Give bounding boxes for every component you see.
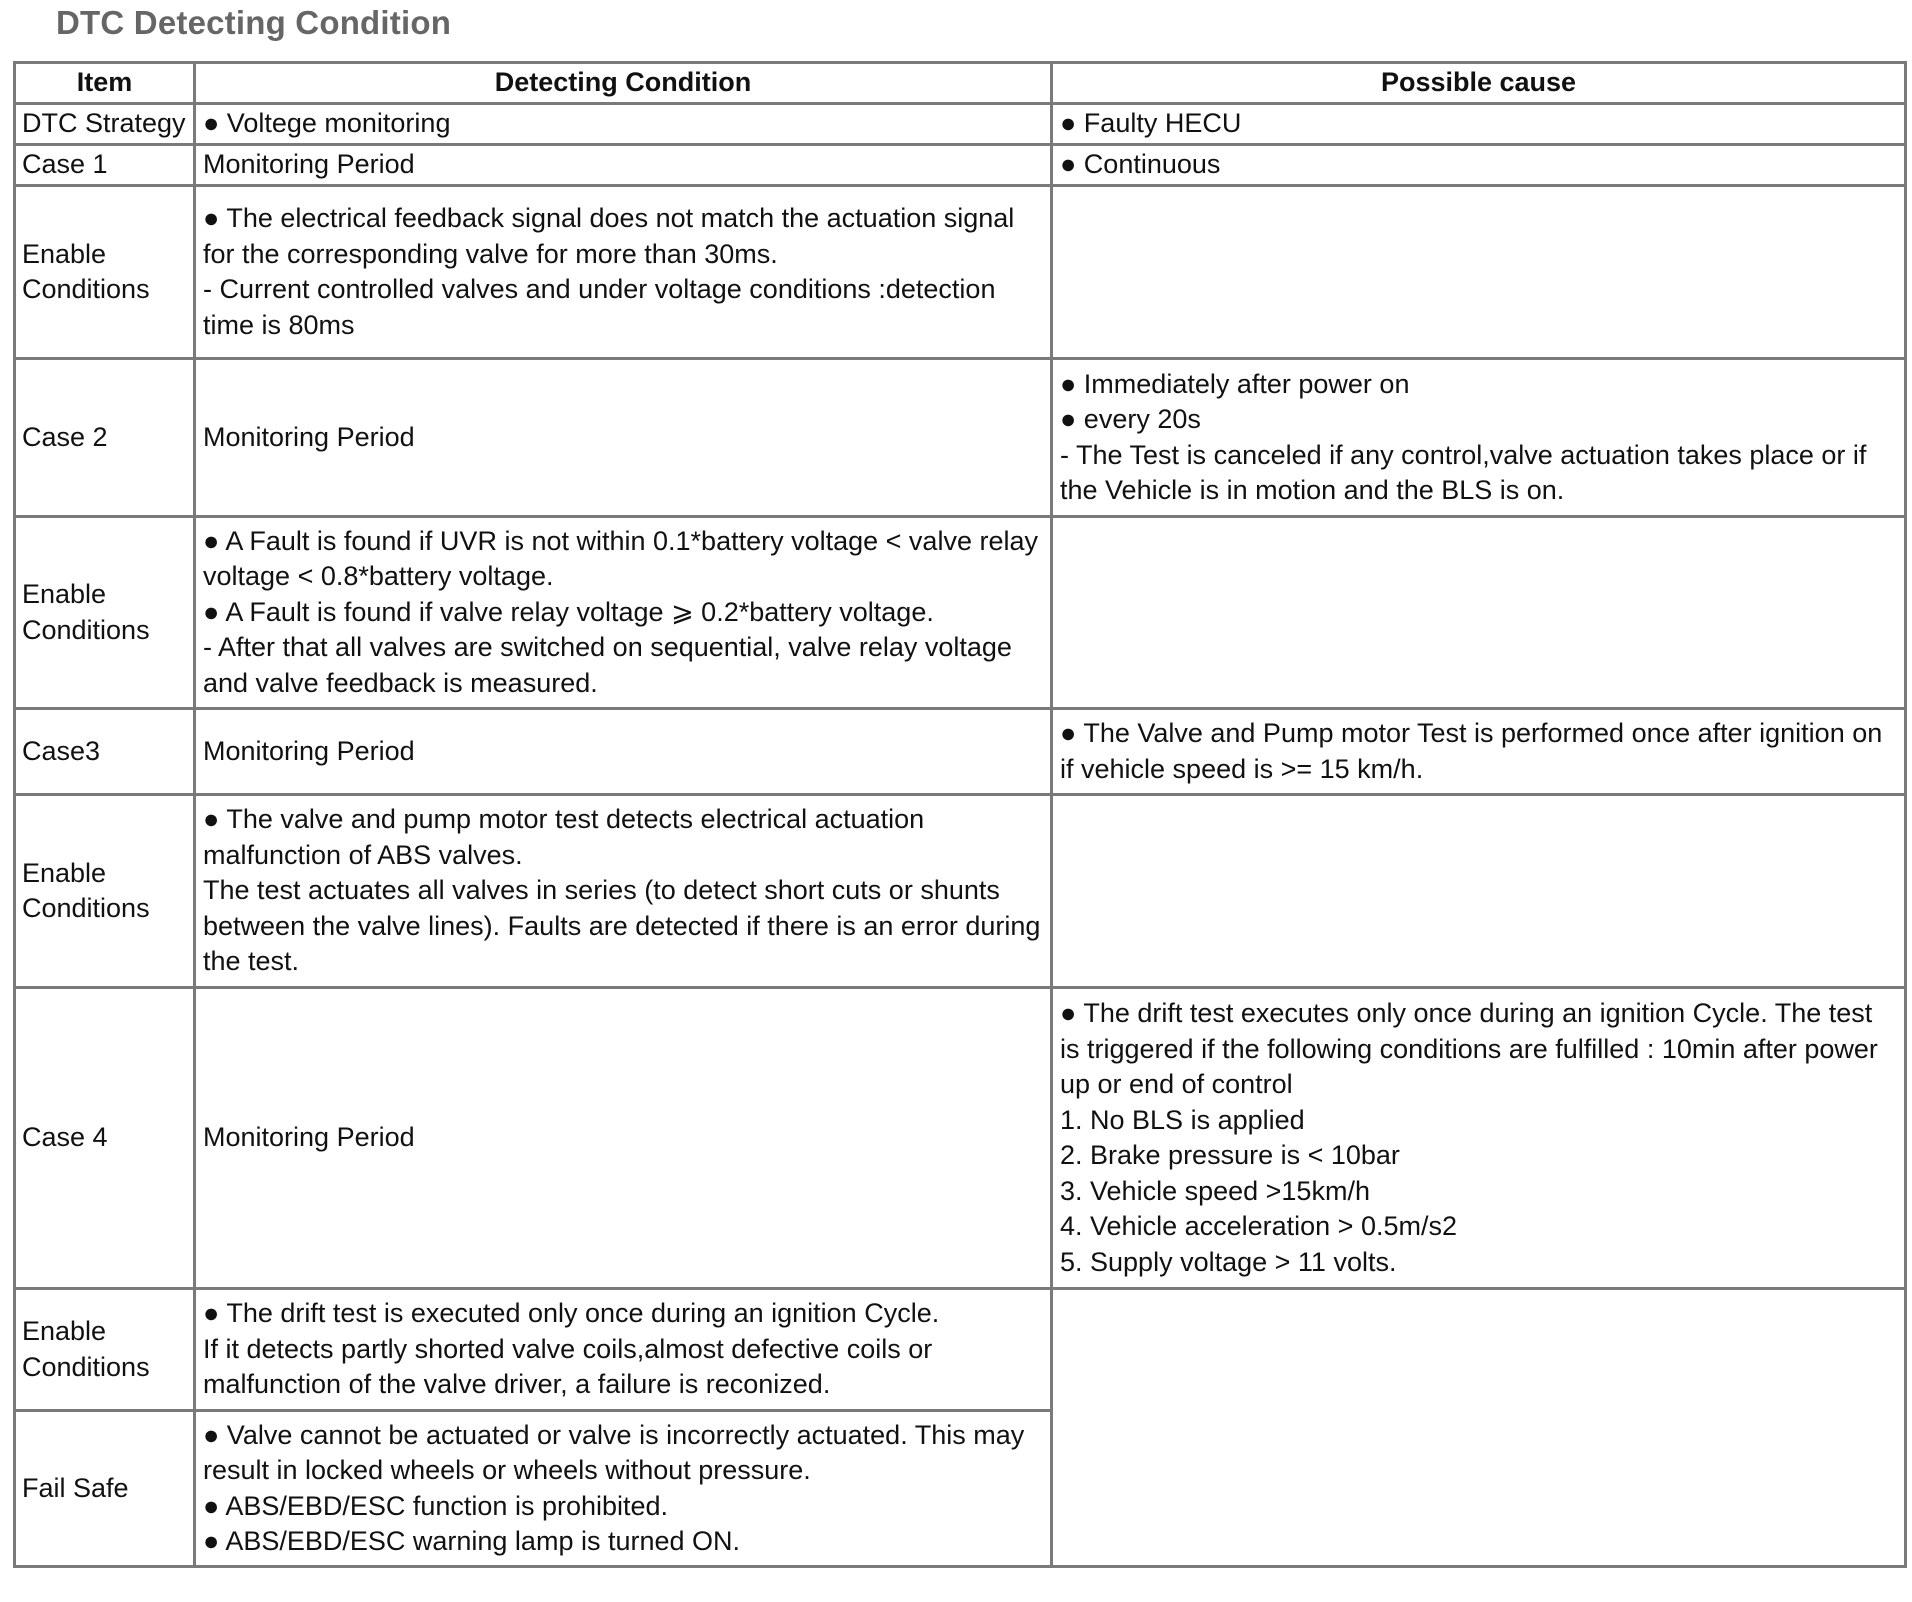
- condition-line: Monitoring Period: [203, 1122, 415, 1153]
- cause-line: ● Immediately after power on: [1060, 368, 1410, 399]
- condition-cell: [195, 186, 1052, 359]
- table-row-case-2: [15, 359, 1906, 517]
- cause-cell: [1052, 795, 1906, 988]
- header-item: Item: [15, 63, 195, 104]
- cause-cell: [1052, 359, 1906, 517]
- condition-line: - Current controlled valves and under voltage conditions :detection time is 80ms: [203, 274, 996, 340]
- condition-line: - After that all valves are switched on sequential, valve relay voltage and valve feedback is measured.: [203, 632, 1012, 698]
- cause-cell: [1052, 709, 1906, 795]
- condition-line: If it detects partly shorted valve coils,almost defective coils or malfunction of the valve driver, a failure is reconized.: [203, 1333, 933, 1400]
- condition-cell: [195, 104, 1052, 145]
- cause-cell: [1052, 104, 1906, 145]
- item-cell: Enable Conditions: [15, 1289, 195, 1411]
- cause-line: 5. Supply voltage > 11 volts.: [1060, 1246, 1397, 1277]
- page-title: DTC Detecting Condition: [56, 4, 452, 41]
- dtc-table: [13, 61, 1907, 1568]
- item-cell: Enable Conditions: [15, 795, 195, 988]
- condition-line: ● ABS/EBD/ESC function is prohibited.: [203, 1490, 669, 1521]
- condition-line: ● The drift test is executed only once during an ignition Cycle.: [203, 1298, 940, 1329]
- item-cell: Fail Safe: [15, 1411, 195, 1567]
- condition-line: ● ABS/EBD/ESC warning lamp is turned ON.: [203, 1526, 741, 1556]
- cause-line: ● Continuous: [1060, 149, 1221, 180]
- item-cell: Enable Conditions: [15, 517, 195, 709]
- cause-line: 4. Vehicle acceleration > 0.5m/s2: [1060, 1211, 1457, 1241]
- cause-line: ● The drift test executes only once during an ignition Cycle. The test is triggered if the following conditions are fulfilled : 10min after power up or end of control: [1060, 998, 1878, 1099]
- condition-line: The test actuates all valves in series (to detect short cuts or shunts between the valve lines). Faults are detected if there is an error during the test.: [203, 875, 1041, 977]
- condition-cell: [195, 359, 1052, 517]
- cause-cell: [1052, 517, 1906, 709]
- cause-cell: [1052, 988, 1906, 1289]
- table-row-case-3: [15, 709, 1906, 795]
- table-row-enable-conditions-1: [15, 186, 1906, 359]
- condition-line: ● A Fault is found if UVR is not within 0.1*battery voltage < valve relay voltage < 0.8*battery voltage.: [203, 525, 1038, 592]
- item-cell: Case 4: [15, 988, 195, 1289]
- table-row-dtc-strategy: [15, 104, 1906, 145]
- header-row: [15, 63, 1906, 104]
- cause-line: ● Faulty HECU: [1060, 108, 1242, 139]
- condition-line: ● The valve and pump motor test detects electrical actuation malfunction of ABS valves.: [203, 804, 925, 870]
- cause-line: ● The Valve and Pump motor Test is performed once after ignition on if vehicle speed is >= 15 km/h.: [1060, 718, 1883, 784]
- item-cell: Case 1: [15, 145, 195, 186]
- condition-cell: [195, 988, 1052, 1289]
- table-row-case-1: [15, 145, 1906, 186]
- condition-line: ● Voltege monitoring: [203, 108, 451, 139]
- condition-cell: [195, 145, 1052, 186]
- table-row-enable-conditions-2: [15, 517, 1906, 709]
- condition-line: ● The electrical feedback signal does not match the actuation signal for the corresponding valve for more than 30ms.: [203, 203, 1015, 269]
- cause-line: 2. Brake pressure is < 10bar: [1060, 1140, 1400, 1170]
- header-detecting-condition: Detecting Condition: [195, 63, 1052, 104]
- table-row-case-4: [15, 988, 1906, 1289]
- condition-line: Monitoring Period: [203, 735, 415, 766]
- condition-cell: [195, 709, 1052, 795]
- table-row-enable-conditions-4: [15, 1289, 1906, 1411]
- item-cell: DTC Strategy: [15, 104, 195, 145]
- condition-line: Monitoring Period: [203, 149, 415, 180]
- condition-line: ● Valve cannot be actuated or valve is incorrectly actuated. This may result in locked wheels or wheels without pressure.: [203, 1419, 1025, 1485]
- condition-line: ● A Fault is found if valve relay voltage ⩾ 0.2*battery voltage.: [203, 596, 934, 627]
- header-possible-cause: Possible cause: [1052, 63, 1906, 104]
- condition-line: Monitoring Period: [203, 421, 415, 452]
- item-cell: Case 2: [15, 359, 195, 517]
- cause-line: ● every 20s: [1060, 404, 1201, 434]
- item-cell: Case3: [15, 709, 195, 795]
- condition-cell: [195, 1289, 1052, 1411]
- cause-line: 1. No BLS is applied: [1060, 1104, 1305, 1135]
- condition-cell: [195, 517, 1052, 709]
- cause-line: - The Test is canceled if any control,valve actuation takes place or if the Vehicle is in motion and the BLS is on.: [1060, 439, 1867, 505]
- cause-cell: [1052, 186, 1906, 359]
- cause-cell: [1052, 145, 1906, 186]
- condition-cell: [195, 795, 1052, 988]
- table-row-enable-conditions-3: [15, 795, 1906, 988]
- condition-cell: [195, 1411, 1052, 1567]
- cause-cell: [1052, 1289, 1906, 1567]
- item-cell: Enable Conditions: [15, 186, 195, 359]
- cause-line: 3. Vehicle speed >15km/h: [1060, 1175, 1370, 1206]
